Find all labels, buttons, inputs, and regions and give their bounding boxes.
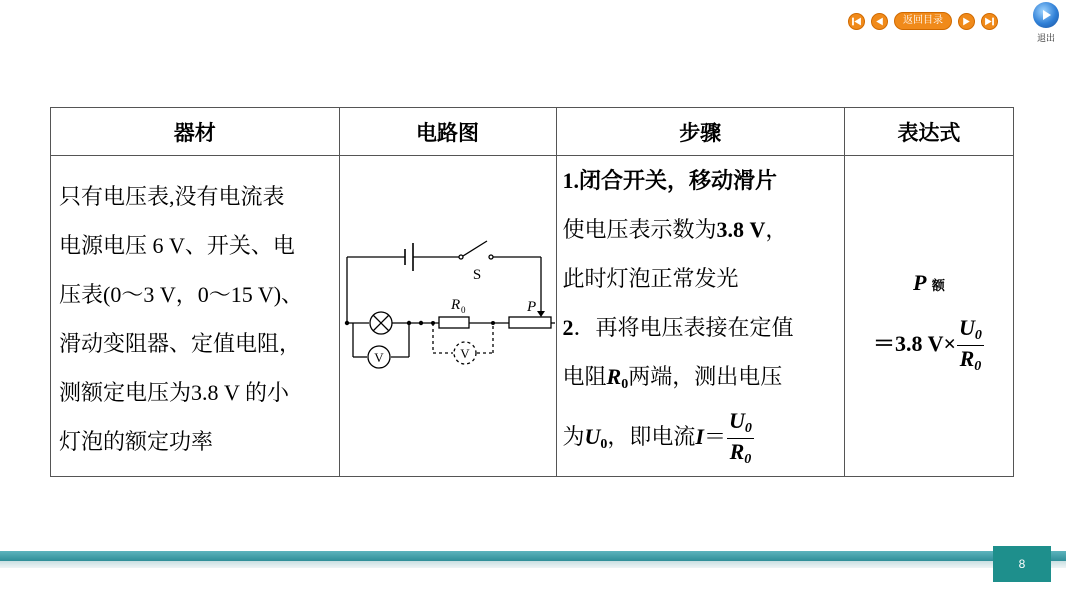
step-line: 此时灯泡正常发光 <box>562 266 739 291</box>
resistor-label: R <box>450 297 460 313</box>
equipment-line: 测额定电压为3.8 V 的小 <box>59 380 289 405</box>
table-row <box>51 156 1014 477</box>
header-expression: 表达式 <box>844 108 1013 156</box>
resistor-subscript: 0 <box>460 305 465 315</box>
equipment-line: 滑动变阻器、定值电阻， <box>59 331 302 356</box>
equipment-line: 压表(0～3 V，0～15 V)、 <box>59 282 304 307</box>
header-equipment: 器材 <box>51 108 340 156</box>
first-page-button[interactable] <box>848 13 865 30</box>
step-line: 1.闭合开关，移动滑片 <box>562 168 778 193</box>
steps-cell <box>556 156 844 477</box>
last-page-button[interactable] <box>981 13 998 30</box>
equipment-cell <box>51 156 340 477</box>
experiment-table <box>50 107 1014 477</box>
circuit-cell <box>339 156 556 477</box>
equipment-line: 只有电压表,没有电流表 <box>59 184 285 209</box>
power-fraction: $\frac{U_0}{R_0}$ <box>959 315 982 375</box>
header-circuit: 电路图 <box>339 108 556 156</box>
header-steps: 步骤 <box>556 108 844 156</box>
previous-page-button[interactable] <box>871 13 888 30</box>
next-page-button[interactable] <box>958 13 975 30</box>
exit-label: 退出 <box>1036 34 1055 44</box>
step-line: 电阻$R_0$两端，测出电压 <box>562 364 783 392</box>
exit-icon <box>1033 2 1059 28</box>
skip-forward-icon <box>984 16 995 27</box>
equipment-line: 电源电压 6 V、开关、电 <box>59 233 295 258</box>
equipment-line: 灯泡的额定功率 <box>59 429 214 454</box>
next-icon <box>961 16 972 27</box>
slide-navigation <box>848 11 998 31</box>
switch-label: S <box>472 267 481 283</box>
footer-band-shadow <box>0 561 1066 568</box>
slider-arrow-icon <box>537 311 545 317</box>
previous-icon <box>874 16 885 27</box>
table-header-row <box>51 108 1014 156</box>
step-line: 2．再将电压表接在定值 <box>562 315 794 340</box>
voltmeter-dashed-label: V <box>459 346 470 361</box>
circuit-diagram <box>341 157 555 475</box>
skip-back-icon <box>851 16 862 27</box>
step-line: 为$U_0$，即电流I＝ $\frac{U_0}{R_0}$ <box>562 408 752 468</box>
power-symbol: P 额 <box>912 269 945 295</box>
footer-band <box>0 551 1066 561</box>
power-formula: ＝3.8 V× $\frac{U_0}{R_0}$ <box>872 315 982 375</box>
exit-button[interactable] <box>1031 2 1061 44</box>
page-number: 8 <box>993 546 1051 582</box>
voltmeter-label: V <box>373 350 384 365</box>
current-fraction: $\frac{U_0}{R_0}$ <box>729 408 752 468</box>
return-to-contents-button[interactable]: 返回目录 <box>894 12 952 30</box>
step-line: 使电压表示数为3.8 V， <box>562 217 788 242</box>
slider-label: P <box>526 299 536 315</box>
expression-cell <box>844 156 1013 477</box>
